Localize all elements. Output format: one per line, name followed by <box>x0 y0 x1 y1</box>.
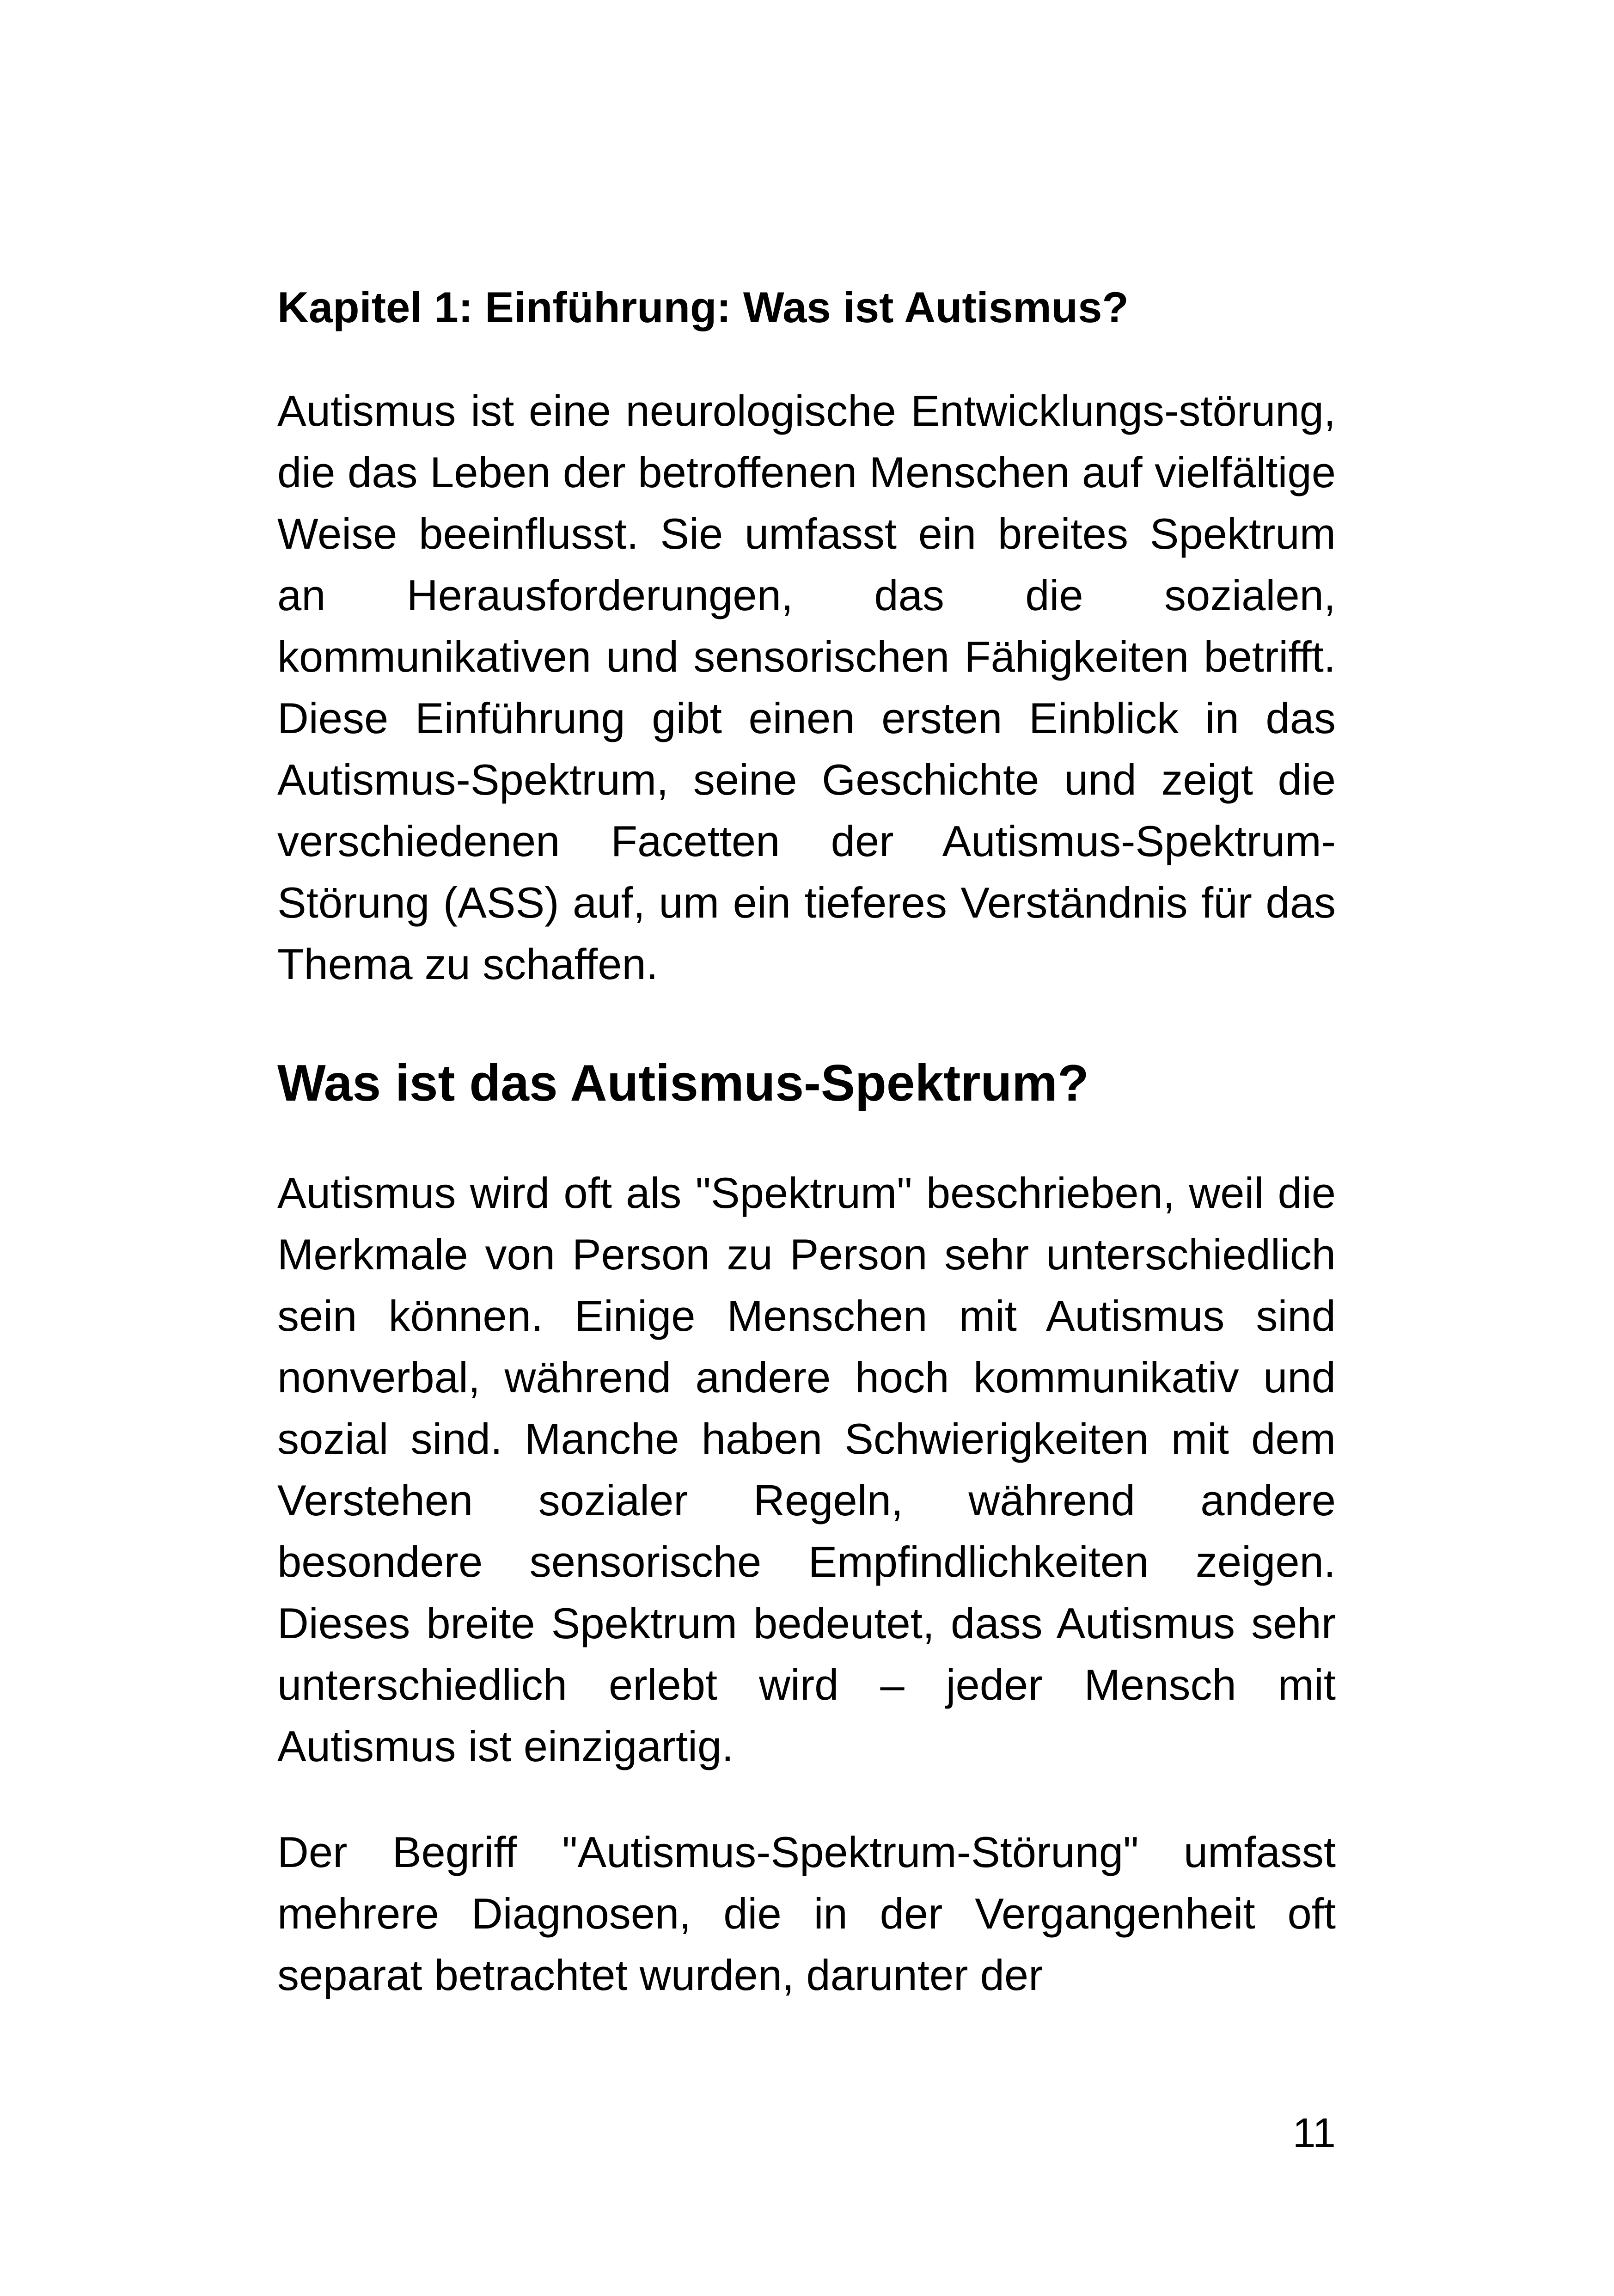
intro-paragraph: Autismus ist eine neurologische Entwicklungs-störung, die das Leben der betroffenen Menschen auf vielfältige Weise beeinflusst. Sie umfasst ein breites Spektrum an Herausforderungen, das die sozialen, kommunikativen und sensorischen Fähigkeiten betrifft. Diese Einführung gibt einen ersten Einblick in das Autismus-Spektrum, seine Geschichte und zeigt die verschiedenen Facetten der Autismus-Spektrum-Störung (ASS) auf, um ein tieferes Verständnis für das Thema zu schaffen. <box>277 386 1336 988</box>
page-number: 11 <box>1292 2110 1336 2156</box>
chapter-title: Kapitel 1: Einführung: Was ist Autismus? <box>277 283 1129 331</box>
page-content <box>277 277 1336 2006</box>
spectrum-paragraph: Autismus wird oft als "Spektrum" beschrieben, weil die Merkmale von Person zu Person sehr unterschiedlich sein können. Einige Menschen mit Autismus sind nonverbal, während andere hoch kommunikativ und sozial sind. Manche haben Schwierigkeiten mit dem Verstehen sozialer Regeln, während andere besondere sensorische Empfindlichkeiten zeigen. Dieses breite Spektrum bedeutet, dass Autismus sehr unterschiedlich erlebt wird – jeder Mensch mit Autismus ist einzigartig. <box>277 1169 1336 1770</box>
section-title: Was ist das Autismus-Spektrum? <box>277 1054 1089 1112</box>
term-paragraph: Der Begriff "Autismus-Spektrum-Störung" umfasst mehrere Diagnosen, die in der Vergangenheit oft separat betrachtet wurden, darunter der <box>277 1828 1336 1999</box>
